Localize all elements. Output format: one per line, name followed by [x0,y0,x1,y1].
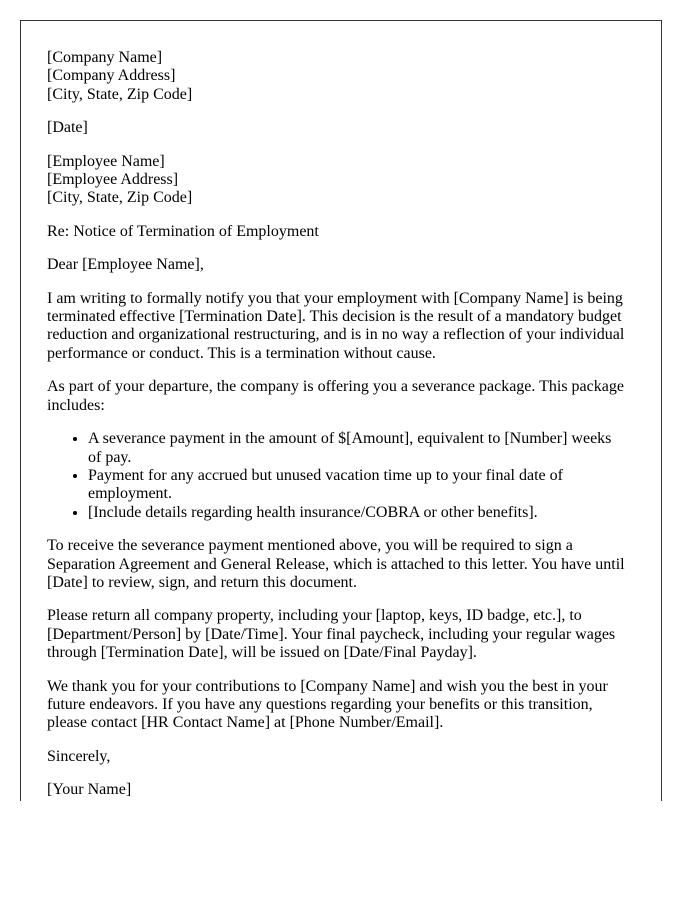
company-city-line: [City, State, Zip Code] [47,85,193,103]
subject-line: Re: Notice of Termination of Employment [47,222,319,240]
letter-content [21,21,659,800]
employee-address-block [47,153,627,208]
salutation: Dear [Employee Name], [47,256,204,274]
body-paragraph-severance-intro: As part of your departure, the company is offering you a severance package. This package includes: [47,378,624,414]
employee-city-line: [City, State, Zip Code] [47,189,193,207]
closing: Sincerely, [47,747,111,765]
severance-list [47,430,627,522]
list-item-severance-payment: • A severance payment in the amount of $[Amount], equivalent to [Number] weeks of pay. [88,430,627,467]
company-address-line: [Company Address] [47,67,176,85]
company-name-line: [Company Name] [47,49,163,66]
body-paragraph-company-property: Please return all company property, including your [laptop, keys, ID badge, etc.], to [Department/Person] by [Date/Time]. Your final paycheck, including your regular wages through [Termination Date], will be issued on [Date/Final Payday]. [47,607,616,662]
company-address-block [47,49,627,104]
body-paragraph-thanks: We thank you for your contributions to [Company Name] and wish you the best in your future endeavors. If you have any questions regarding your benefits or this transition, please contact [HR Contact Name] at [Phone Number/Email]. [47,677,608,732]
employee-name-line: [Employee Name] [47,152,165,170]
date-line: [Date] [47,119,88,137]
body-paragraph-separation-agreement: To receive the severance payment mentioned above, you will be required to sign a Separation Agreement and General Release, which is attached to this letter. You have until [Date] to review, sign, and return this document. [47,537,625,591]
employee-address-line: [Employee Address] [47,171,179,189]
list-item-benefits-details: • [Include details regarding health insurance/COBRA or other benefits]. [88,504,627,522]
list-item-vacation-payment: • Payment for any accrued but unused vacation time up to your final date of employment. [88,467,627,504]
letter-page-frame [20,20,662,801]
signature-name: [Your Name] [47,781,132,799]
body-paragraph-termination-notice: I am writing to formally notify you that your employment with [Company Name] is being terminated effective [Termination Date]. This decision is the result of a mandatory budget reduction and organizational restructuring, and is in no way a reflection of your individual performance or conduct. This is a termination without cause. [47,289,625,362]
